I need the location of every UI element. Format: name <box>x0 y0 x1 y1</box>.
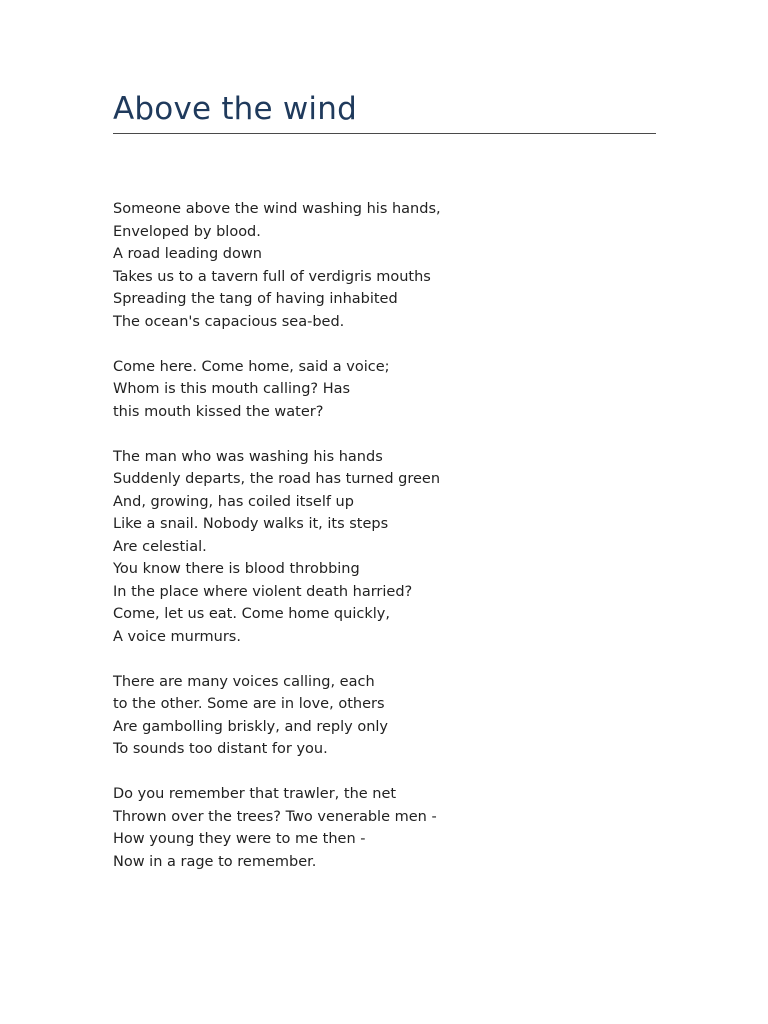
poem-line: Like a snail. Nobody walks it, its steps <box>113 516 389 532</box>
title-divider <box>113 133 656 134</box>
poem-line: to the other. Some are in love, others <box>113 696 385 712</box>
poem-line: Are celestial. <box>113 538 207 555</box>
poem-line: Are gambolling briskly, and reply only <box>113 718 388 735</box>
poem-line: How young they were to me then - <box>113 831 366 847</box>
poem-line: Whom is this mouth calling? Has <box>113 381 351 397</box>
poem-line: A voice murmurs. <box>113 628 241 645</box>
poem-line: this mouth kissed the water? <box>113 403 324 420</box>
poem-line: The man who was washing his hands <box>113 448 383 465</box>
poem-line: In the place where violent death harried? <box>113 583 413 600</box>
poem-line: To sounds too distant for you. <box>113 741 328 757</box>
poem-line: Someone above the wind washing his hands, <box>113 201 441 217</box>
page-title: Above the wind <box>113 91 357 127</box>
poem-line: Do you remember that trawler, the net <box>113 786 397 802</box>
poem-line: The ocean's capacious sea-bed. <box>113 313 345 330</box>
poem-line: You know there is blood throbbing <box>113 561 360 577</box>
poem-line: Suddenly departs, the road has turned green <box>113 471 441 487</box>
stanza-3 <box>113 446 656 649</box>
poem-line: There are many voices calling, each <box>113 673 375 690</box>
stanza-4 <box>113 671 656 761</box>
stanza-1 <box>113 198 656 333</box>
stanza-2 <box>113 356 656 424</box>
poem-line: Takes us to a tavern full of verdigris mouths <box>113 268 431 285</box>
poem-line: Enveloped by blood. <box>113 223 261 240</box>
poem-line: Come, let us eat. Come home quickly, <box>113 606 390 622</box>
poem-body <box>113 198 656 873</box>
poem-line: Thrown over the trees? Two venerable men - <box>113 808 437 825</box>
poem-line: A road leading down <box>113 246 262 262</box>
poem-line: Come here. Come home, said a voice; <box>113 358 390 375</box>
document-page <box>113 88 656 896</box>
poem-line: Spreading the tang of having inhabited <box>113 291 398 307</box>
stanza-5 <box>113 783 656 873</box>
poem-line: Now in a rage to remember. <box>113 853 317 870</box>
poem-line: And, growing, has coiled itself up <box>113 493 354 510</box>
